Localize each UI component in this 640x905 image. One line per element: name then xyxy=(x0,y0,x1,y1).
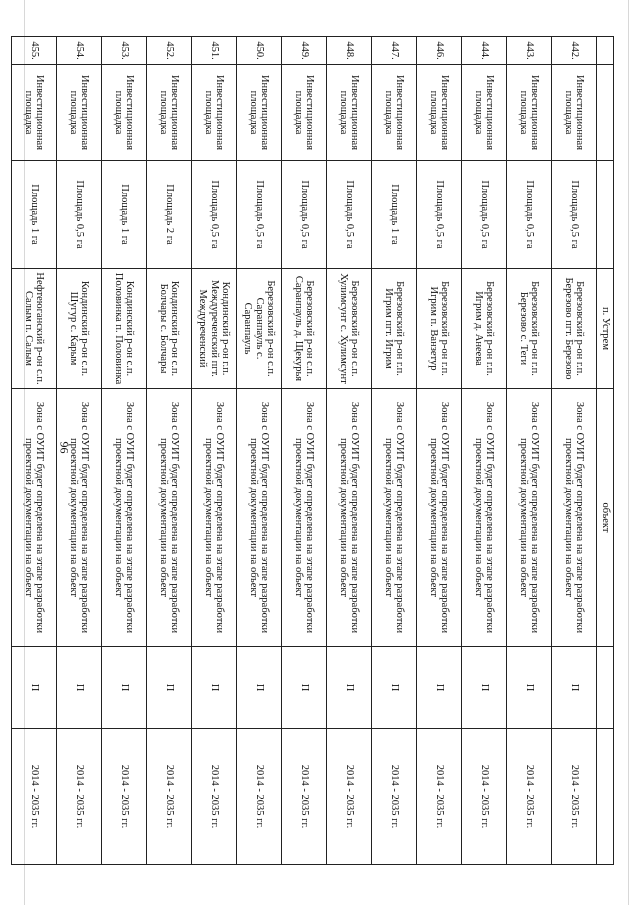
cell-object-type: Инвестиционная площадка xyxy=(282,65,327,161)
cell-description: Зона с ОУИТ будет определена на этапе разработки проектной документации на объект xyxy=(237,389,282,647)
cell-area: Площадь 0,5 га xyxy=(57,161,102,269)
cell-location: Березовский р-он с.п. Хулимсунт с. Хулимсунт xyxy=(327,269,372,389)
cell-object-type: Инвестиционная площадка xyxy=(372,65,417,161)
cell-period: 2014 - 2035 гг. xyxy=(552,729,597,865)
cell-location: Березовский р-он с.п. Саранпауль д. Щекурья xyxy=(282,269,327,389)
cell-period: 2014 - 2035 гг. xyxy=(102,729,147,865)
cell-description: Зона с ОУИТ будет определена на этапе разработки проектной документации на объект xyxy=(372,389,417,647)
cell-number: 446. xyxy=(417,37,462,65)
cell-number: 448. xyxy=(327,37,372,65)
cell-code: П xyxy=(282,647,327,729)
continuation-row xyxy=(597,37,614,865)
table-row xyxy=(282,37,327,865)
cell-number: 443. xyxy=(507,37,552,65)
cell-description: Зона с ОУИТ будет определена на этапе разработки проектной документации на объект xyxy=(282,389,327,647)
cell-location: Кондинский р-он с.п. Половинка п. Половинка xyxy=(102,269,147,389)
table-row xyxy=(57,37,102,865)
table-row xyxy=(237,37,282,865)
cont-cell-code xyxy=(597,647,614,729)
cell-code: П xyxy=(417,647,462,729)
cont-cell-period xyxy=(597,729,614,865)
cell-location: Нефтеюганский р-он с.п. Салым п. Салым xyxy=(12,269,57,389)
cell-object-type: Инвестиционная площадка xyxy=(462,65,507,161)
cell-description: Зона с ОУИТ будет определена на этапе разработки проектной документации на объект xyxy=(462,389,507,647)
cell-area: Площадь 2 га xyxy=(147,161,192,269)
table-row xyxy=(462,37,507,865)
cell-period: 2014 - 2035 гг. xyxy=(192,729,237,865)
cell-area: Площадь 1 га xyxy=(102,161,147,269)
cell-area: Площадь 0,5 га xyxy=(507,161,552,269)
cell-period: 2014 - 2035 гг. xyxy=(372,729,417,865)
cell-number: 449. xyxy=(282,37,327,65)
cell-period: 2014 - 2035 гг. xyxy=(462,729,507,865)
cell-code: П xyxy=(12,647,57,729)
cell-number: 452. xyxy=(147,37,192,65)
cell-code: П xyxy=(327,647,372,729)
cell-description: Зона с ОУИТ будет определена на этапе разработки проектной документации на объект xyxy=(417,389,462,647)
cell-description: Зона с ОУИТ будет определена на этапе разработки проектной документации на объект xyxy=(507,389,552,647)
cell-number: 450. xyxy=(237,37,282,65)
cell-description: Зона с ОУИТ будет определена на этапе разработки проектной документации на объект xyxy=(552,389,597,647)
cell-period: 2014 - 2035 гг. xyxy=(417,729,462,865)
table-row xyxy=(102,37,147,865)
cell-location: Кондинский р-он г.п. Междуреченский пгт. Междуреченский xyxy=(192,269,237,389)
cell-area: Площадь 0,5 га xyxy=(417,161,462,269)
cell-object-type: Инвестиционная площадка xyxy=(57,65,102,161)
cell-code: П xyxy=(237,647,282,729)
cell-period: 2014 - 2035 гг. xyxy=(57,729,102,865)
cell-object-type: Инвестиционная площадка xyxy=(417,65,462,161)
cont-cell-no xyxy=(597,37,614,65)
objects-table xyxy=(11,36,614,865)
cell-location: Березовский р-он г.п. Березово пгт. Березово xyxy=(552,269,597,389)
cell-period: 2014 - 2035 гг. xyxy=(147,729,192,865)
cell-object-type: Инвестиционная площадка xyxy=(237,65,282,161)
table-row xyxy=(327,37,372,865)
cell-location: Березовский р-он г.п. Игрим пгт. Игрим xyxy=(372,269,417,389)
cell-area: Площадь 0,5 га xyxy=(462,161,507,269)
cell-period: 2014 - 2035 гг. xyxy=(327,729,372,865)
cell-location: Березовский р-он с.п. Саранпауль с. Саранпауль xyxy=(237,269,282,389)
cell-area: Площадь 0,5 га xyxy=(192,161,237,269)
cell-number: 453. xyxy=(102,37,147,65)
cell-object-type: Инвестиционная площадка xyxy=(552,65,597,161)
cell-code: П xyxy=(507,647,552,729)
cell-period: 2014 - 2035 гг. xyxy=(237,729,282,865)
cell-code: П xyxy=(147,647,192,729)
cell-description: Зона с ОУИТ будет определена на этапе разработки проектной документации на объект xyxy=(57,389,102,647)
table-body xyxy=(12,37,614,865)
cell-location: Березовский р-он г.п. Березово с. Теги xyxy=(507,269,552,389)
cell-description: Зона с ОУИТ будет определена на этапе разработки проектной документации на объект xyxy=(327,389,372,647)
cont-cell-type xyxy=(597,65,614,161)
table-row xyxy=(552,37,597,865)
cell-code: П xyxy=(372,647,417,729)
scan-edge-right xyxy=(628,0,629,905)
table-row xyxy=(507,37,552,865)
cell-area: Площадь 0,5 га xyxy=(327,161,372,269)
cell-code: П xyxy=(102,647,147,729)
cell-area: Площадь 0,5 га xyxy=(237,161,282,269)
cell-code: П xyxy=(552,647,597,729)
table-row xyxy=(372,37,417,865)
cell-code: П xyxy=(192,647,237,729)
cell-location: Березовский р-он г.п. Игрим п. Ванзетур xyxy=(417,269,462,389)
cell-object-type: Инвестиционная площадка xyxy=(102,65,147,161)
cell-location: Березовский р-он г.п. Игрим д. Анеева xyxy=(462,269,507,389)
cell-object-type: Инвестиционная площадка xyxy=(12,65,57,161)
cell-number: 447. xyxy=(372,37,417,65)
cell-area: Площадь 1 га xyxy=(372,161,417,269)
cell-object-type: Инвестиционная площадка xyxy=(192,65,237,161)
cell-number: 451. xyxy=(192,37,237,65)
cell-number: 444. xyxy=(462,37,507,65)
cell-period: 2014 - 2035 гг. xyxy=(12,729,57,865)
cell-period: 2014 - 2035 гг. xyxy=(282,729,327,865)
cell-number: 442. xyxy=(552,37,597,65)
cell-description: Зона с ОУИТ будет определена на этапе разработки проектной документации на объект xyxy=(192,389,237,647)
cont-cell-location: п. Устрем xyxy=(597,269,614,389)
cell-object-type: Инвестиционная площадка xyxy=(507,65,552,161)
cell-number: 454. xyxy=(57,37,102,65)
cell-description: Зона с ОУИТ будет определена на этапе разработки проектной документации на объект xyxy=(147,389,192,647)
cell-area: Площадь 1 га xyxy=(12,161,57,269)
cell-location: Кондинский р-он с.п. Шугур с. Карым xyxy=(57,269,102,389)
cell-area: Площадь 0,5 га xyxy=(282,161,327,269)
cell-description: Зона с ОУИТ будет определена на этапе разработки проектной документации на объект xyxy=(102,389,147,647)
page-number: 96 xyxy=(57,441,72,454)
table-row xyxy=(192,37,237,865)
cell-object-type: Инвестиционная площадка xyxy=(327,65,372,161)
table-row xyxy=(12,37,57,865)
cont-cell-description: объект xyxy=(597,389,614,647)
table-row xyxy=(147,37,192,865)
cell-code: П xyxy=(57,647,102,729)
cell-location: Кондинский р-он с.п. Болчары с. Болчары xyxy=(147,269,192,389)
cell-object-type: Инвестиционная площадка xyxy=(147,65,192,161)
cell-code: П xyxy=(462,647,507,729)
cell-number: 455. xyxy=(12,37,57,65)
cell-period: 2014 - 2035 гг. xyxy=(507,729,552,865)
table-row xyxy=(417,37,462,865)
cell-description: Зона с ОУИТ будет определена на этапе разработки проектной документации на объект xyxy=(12,389,57,647)
cell-area: Площадь 0,5 га xyxy=(552,161,597,269)
cont-cell-area xyxy=(597,161,614,269)
